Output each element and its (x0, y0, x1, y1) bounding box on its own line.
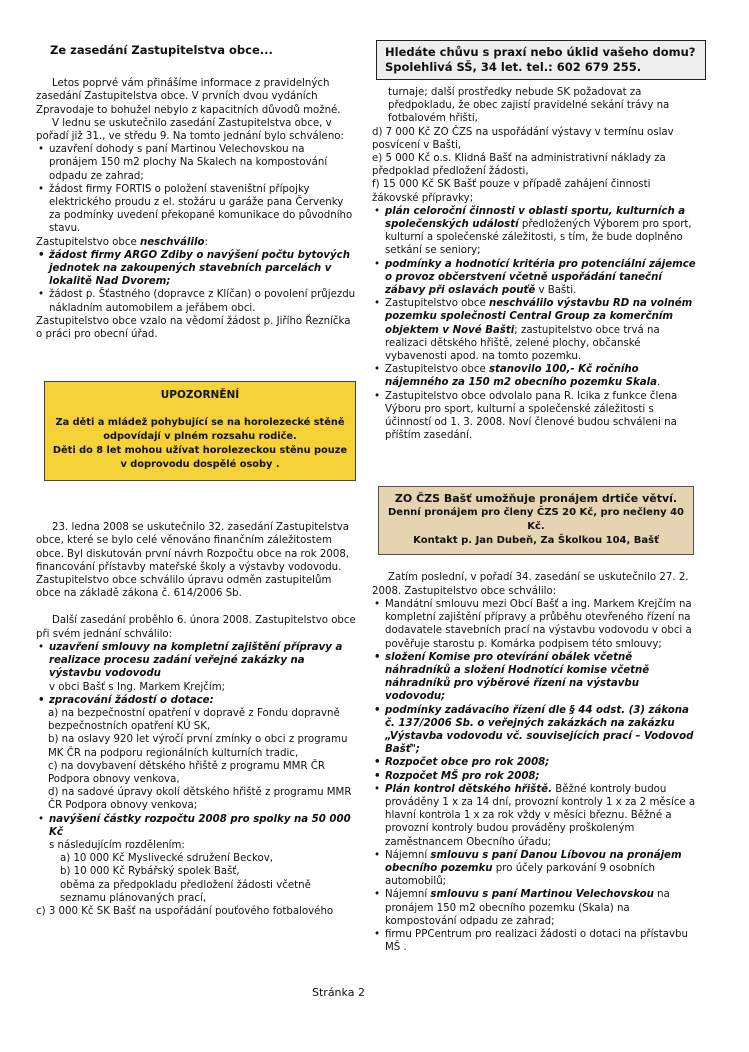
right-column (372, 44, 698, 954)
sub-item: c) 3 000 Kč SK Bašť na uspořádání pouťového fotbalového (36, 905, 334, 917)
list-item: • zpracování žádostí o dotace: (36, 694, 356, 707)
sub-item: a) na bezpečnostní opatření v dopravě z Fondu dopravně bezpečnostních opatření KÚ SK, (48, 707, 340, 733)
shredder-price: Denní pronájem pro členy ČZS 20 Kč, pro nečleny 40 Kč. (387, 507, 684, 533)
list-item: • Nájemní smlouvu s paní Martinou Velechovskou na pronájem 150 m2 obecního pozemku (Skala) na kompostování odpadu ze zahrad; (372, 888, 698, 928)
january-meeting-paragraph: V lednu se uskutečnilo zasedání Zastupitelstva obce, v pořadí již 31., ve středu 9. Na tomto jednání bylo schváleno: (36, 117, 344, 143)
shredder-title: ZO ČZS Bašť umožňuje pronájem drtiče větví. (394, 492, 678, 506)
list-item: • Rozpočet MŠ pro rok 2008; (372, 770, 698, 783)
approved-list (36, 143, 356, 235)
feb6-list-continued (372, 205, 698, 443)
feb6-paragraph: Další zasedání proběhlo 6. února 2008. Zastupitelstvo obce při svém jednání schválilo: (36, 615, 356, 640)
sub-item: c) na dovybavení dětského hřiště z programu MMR ČR Podpora obnovy venkova, (48, 760, 325, 785)
warning-box (44, 381, 356, 481)
sub-item: d) 7 000 Kč ZO ČZS na uspořádání výstavy v termínu oslav posvícení v Bašti, (372, 126, 674, 151)
list-item: • firmu PPCentrum pro realizaci žádosti o dotaci na přístavbu MŠ . (372, 928, 698, 954)
rejected-list (36, 249, 356, 315)
page-number: Stránka 2 (312, 986, 365, 999)
list-item: • složení Komise pro otevírání obálek včetně náhradníků a složení Hodnotící komise včetně náhradníků pro výběrové řízení na výstavbu vodovodu; (372, 651, 698, 704)
sub-item: a) 10 000 Kč Myslivecké sdružení Beckov, (60, 853, 274, 865)
jan23-paragraph: 23. ledna 2008 se uskutečnilo 32. zasedání Zastupitelstva obce, které se bylo celé věnováno finančním záležitostem obce. Byl diskutován první návrh Rozpočtu obce na rok 2008, financování přístavby mateřské školy a výstavby vodovodu. Zastupitelstvo obce schválilo úpravu odměn zastupitelům obce na základě zákona č. 614/2006 Sb. (36, 522, 350, 600)
budget-sublist (36, 852, 356, 905)
sub-item: e) 5 000 Kč o.s. Klidná Bašť na administrativní náklady za předpoklad předložení žádosti, (372, 153, 666, 178)
article-heading: Ze zasedání Zastupitelstva obce... (50, 43, 273, 57)
shredder-rental-box (378, 486, 694, 555)
shredder-contact: Kontakt p. Jan Dubeň, Za Školkou 104, Bašť (413, 535, 659, 547)
feb27-paragraph: Zatím poslední, v pořadí 34. zasedání se uskutečnilo 27. 2. 2008. Zastupitelstvo obce schválilo: (372, 572, 689, 597)
warning-text-2: Děti do 8 let mohou užívat horolezeckou stěnu pouze v doprovodu dospělé osoby . (52, 445, 348, 471)
warning-title: UPOZORNĚNÍ (160, 389, 240, 402)
list-item: • žádost firmy FORTIS o položení staveništní přípojky elektrického proudu z el. stožáru u garáže pana Červenky za podmínky uvedení překopané komunikace do původního stavu. (36, 183, 356, 236)
feb27-list (372, 598, 698, 954)
list-item: • Plán kontrol dětského hřiště. Běžné kontroly budou prováděny 1 x za 14 dní, provozní kontroly 1 x za 2 měsíce a hlavní kontrola 1 x za rok vždy v měsíci březnu. Běžné a provozní kontroly budou prováděny proškoleným zaměstnancem Obecního úřadu; (372, 783, 698, 849)
warning-text-1: Za děti a mládež pohybující se na horolezecké stěně odpovídají v plném rozsahu rodiče. (55, 417, 345, 443)
sub-item: d) na sadové úpravy okolí dětského hřiště z programu MMR ČR Podpora obnovy venkova; (48, 787, 352, 812)
noted-paragraph: Zastupitelstvo obce vzalo na vědomí žádost p. Jiřího Řezníčka o práci pro obecní úřad. (36, 315, 351, 341)
intro-paragraph: Letos poprvé vám přinášíme informace z pravidelných zasedání Zastupitelstva obce. V prvních dvou vydáních Zpravodaje to bohužel nebylo z kapacitních důvodů možné. (36, 78, 341, 116)
list-item: • žádost firmy ARGO Zdiby o navýšení počtu bytových jednotek na zakoupených stavebních parcelách v lokalitě Nad Dvorem; (36, 249, 356, 289)
sub-item: b) na oslavy 920 let výročí první zmínky o obci z programu MK ČR na podporu regionálních kulturních tradic, (48, 734, 348, 759)
list-item: • podmínky a hodnotící kritéria pro potenciální zájemce o provoz občerstvení včetně uspořádání taneční zábavy při oslavách pouťě v Bašti. (372, 258, 698, 298)
list-item: • podmínky zadávacího řízení dle § 44 odst. (3) zákona č. 137/2006 Sb. o veřejných zakázkách na zakázku „Výstavba vodovodu vč. souvisejících prací – Vodovod Bašť"; (372, 704, 698, 757)
list-item: • uzavření smlouvy na kompletní zajištění přípravy a realizace procesu zadání veřejné zakázky na výstavbu vodovodu v obci Bašť s Ing. Markem Krejčím; (36, 641, 356, 694)
list-item: • Nájemní smlouvu s paní Danou Líbovou na pronájem obecního pozemku pro účely parkování 9 osobních automobilů; (372, 849, 698, 889)
continued-text: turnaje; další prostředky nebude SK požadovat za předpokladu, že obec zajistí pravidelné sekání trávy na fotbalovém hřišti, (388, 87, 670, 125)
list-item: • navýšení částky rozpočtu 2008 pro spolky na 50 000 Kč s následujícím rozdělením: (36, 813, 356, 853)
babysitter-ad (376, 40, 706, 80)
list-item: • Zastupitelstvo obce stanovilo 100,- Kč ročního nájemného za 150 m2 obecního pozemku Skala. (372, 363, 698, 389)
grant-sublist (36, 707, 356, 813)
ad-contact: Spolehlivá SŠ, 34 let. tel.: 602 679 255. (385, 60, 642, 74)
list-item: • Rozpočet obce pro rok 2008; (372, 756, 698, 769)
list-item: • Zastupitelstvo obce neschválilo výstavbu RD na volném pozemku společnosti Central Group za komerčním objektem v Nové Bašti; zastupitelstvo obce trvá na realizaci dětského hřiště, zelené plochy, občanské vybavenosti apod. na tomto pozemku. (372, 297, 698, 363)
left-column (36, 44, 356, 918)
sub-item: oběma za předpokladu předložení žádosti včetně seznamu plánovaných prací, (60, 879, 311, 904)
sub-item: f) 15 000 Kč SK Bašť pouze v případě zahájení činnosti žákovské přípravky; (372, 179, 651, 204)
list-item: • Mandátní smlouvu mezi Obcí Bašť a ing. Markem Krejčím na kompletní zajištění přípravy a průběhu otevřeného řízení na dodavatele stavebních prací na výstavbu vodovodu v obci a pověřuje starostu p. Komárka podpisem této smlouvy; (372, 598, 698, 651)
budget-list (36, 813, 356, 853)
rejected-lead: Zastupitelstvo obce neschválilo: (36, 236, 208, 248)
feb6-list (36, 641, 356, 707)
sub-item: b) 10 000 Kč Rybářský spolek Bašť, (60, 866, 240, 878)
list-item: • Zastupitelstvo obce odvolalo pana R. Icika z funkce člena Výboru pro sport, kulturní a společenské záležitosti s účinností od 1. 3. 2008. Noví členové budou schváleni na příštím zasedání. (372, 390, 698, 443)
list-item: • plán celoroční činnosti v oblasti sportu, kulturních a společenských událostí předložených Výborem pro sport, kulturní a společenské záležitosti, s tím, že bude doplněno setkání se seniory; (372, 205, 698, 258)
list-item: • uzavření dohody s paní Martinou Velechovskou na pronájem 150 m2 plochy Na Skalech na kompostování odpadu ze zahrad; (36, 143, 356, 183)
ad-headline: Hledáte chůvu s praxí nebo úklid vašeho domu? (385, 45, 696, 59)
list-item: • žádost p. Šťastného (dopravce z Klíčan) o povolení průjezdu nákladním automobilem a jeřábem obci. (36, 288, 356, 314)
